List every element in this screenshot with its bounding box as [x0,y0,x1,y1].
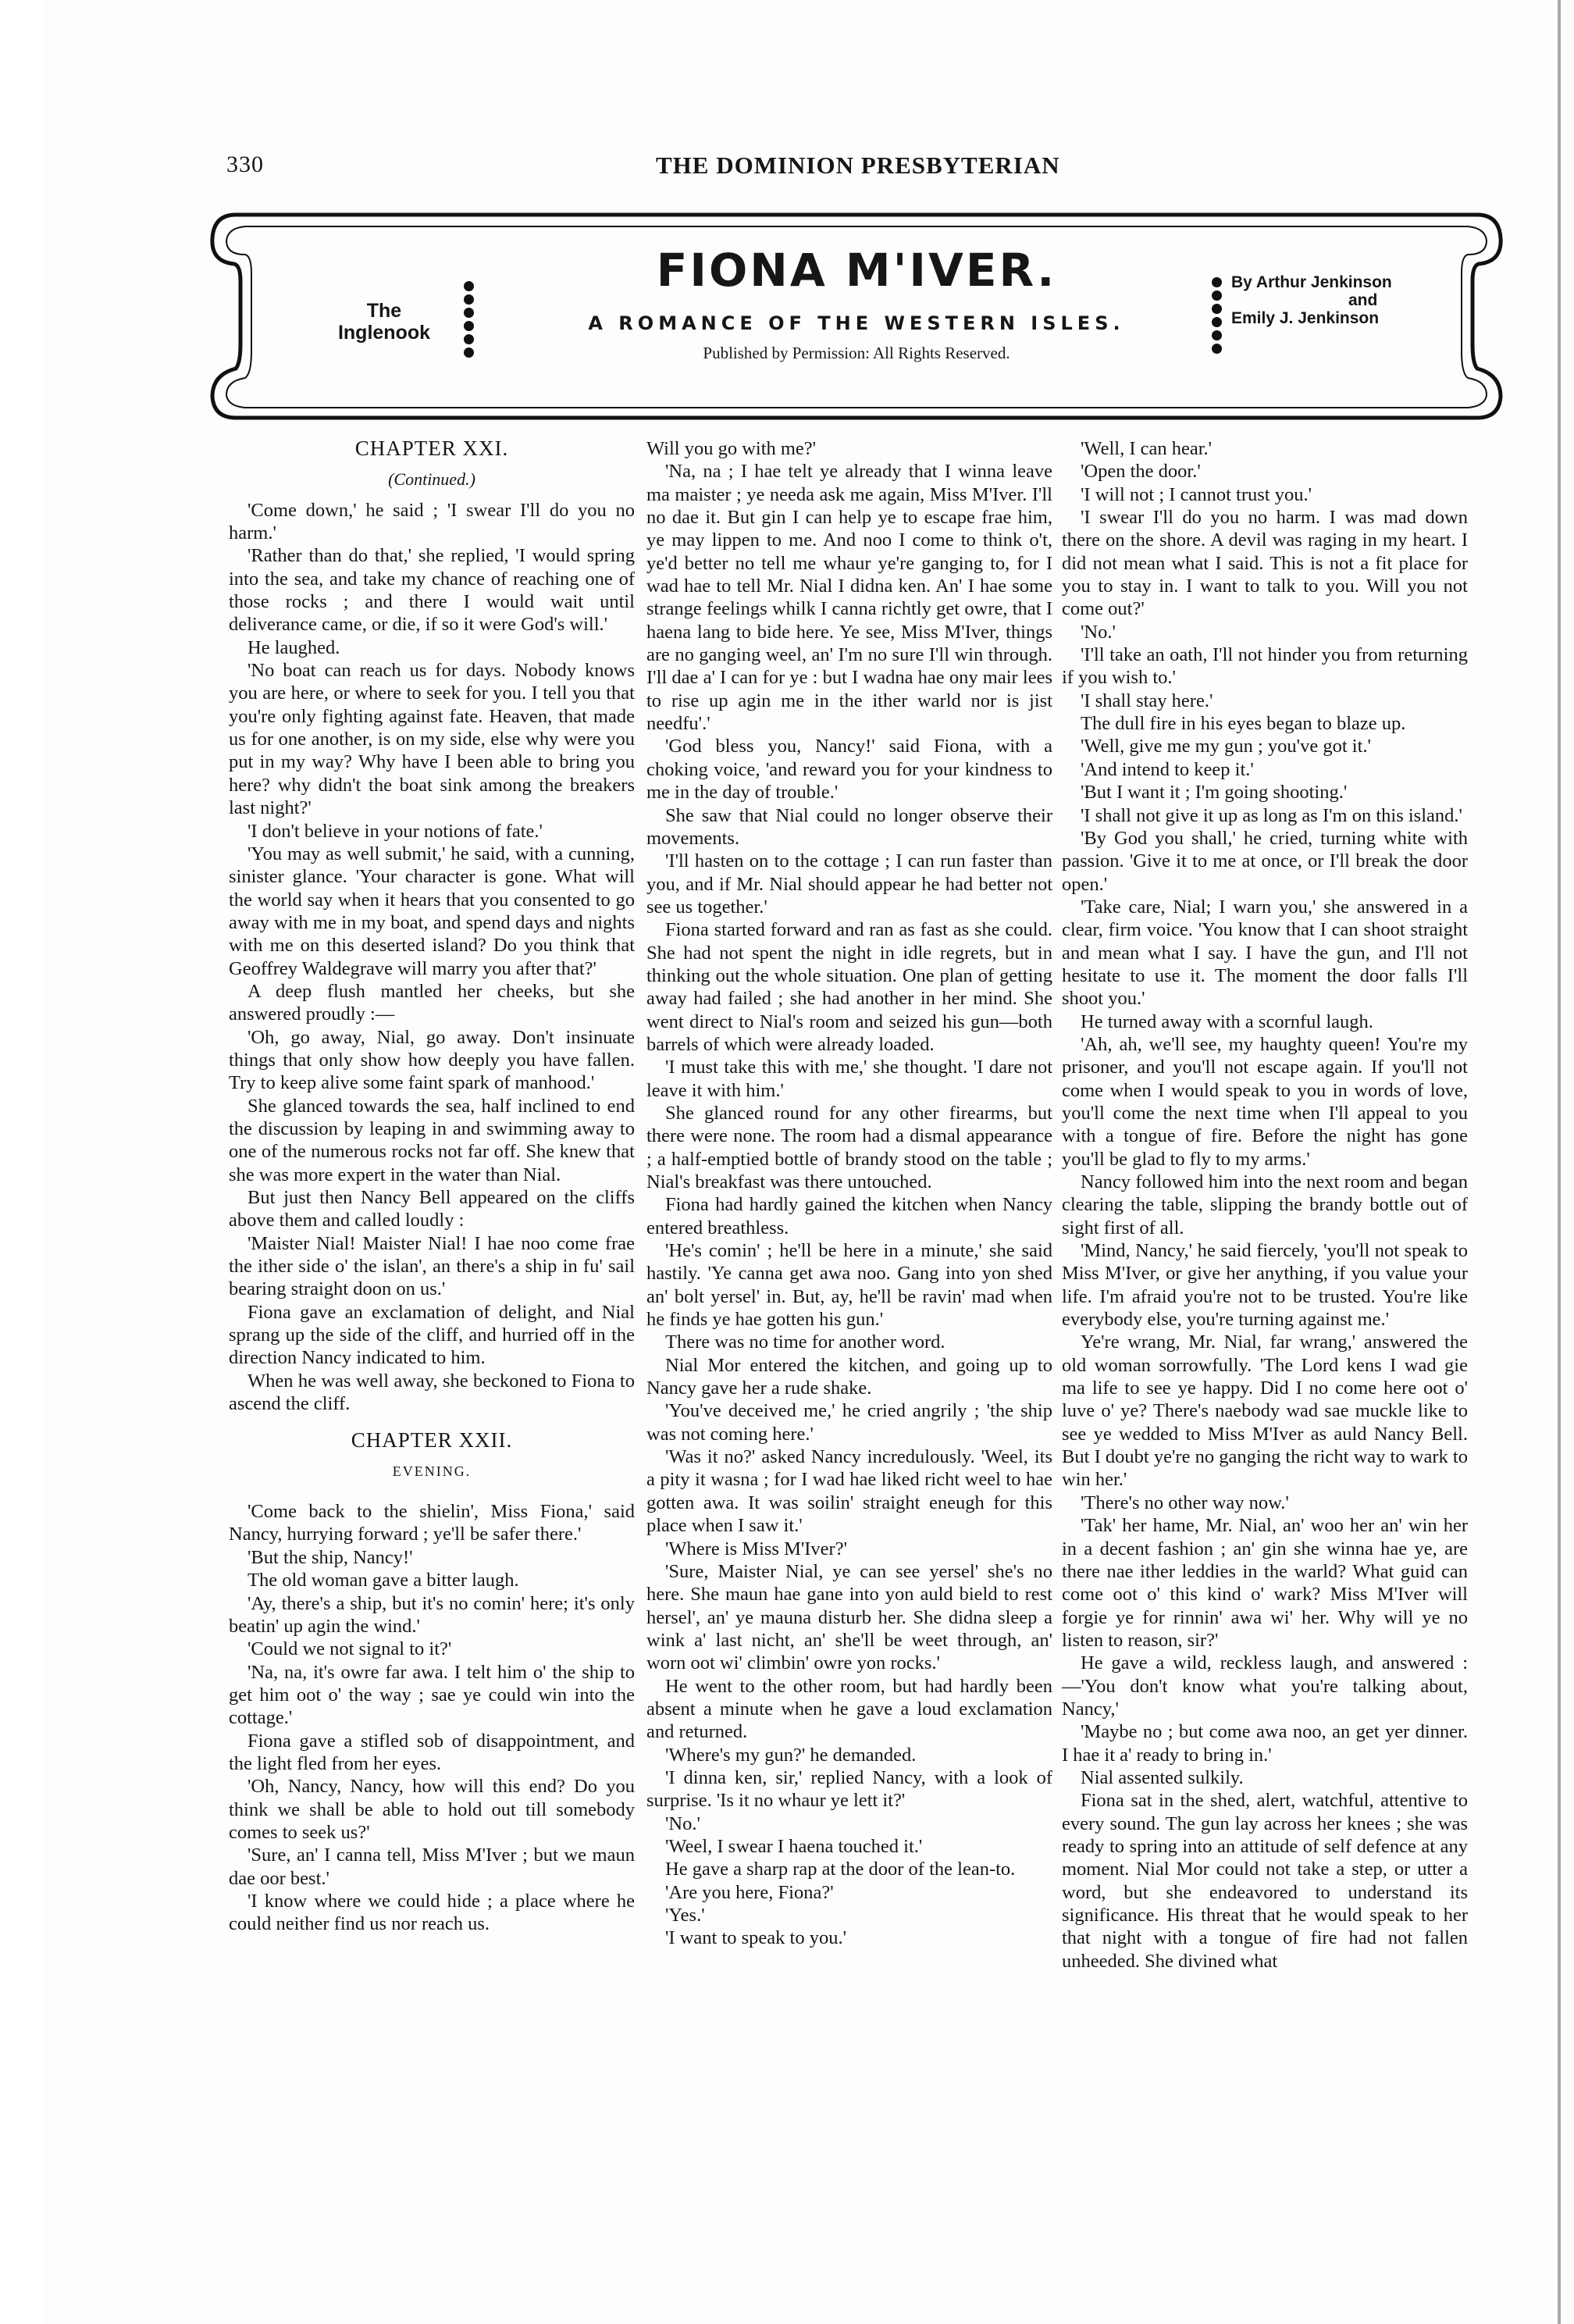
paragraph: 'No boat can reach us for days. Nobody knows you are here, or where to seek for you. I tell you that you're only fighting against fate. Heaven, that made us for one another, is on my side, else why were you put in my way? Why have I been able to bring you here? why didn't the boat sink among the breakers last night?' [229,660,635,819]
page-edge [1558,0,1561,2324]
paragraph: There was no time for another word. [665,1331,945,1353]
paragraph: 'Well, give me my gun ; you've got it.' [1081,736,1371,757]
paragraph: 'Where's my gun?' he demanded. [665,1744,917,1766]
paragraph: 'Was it no?' asked Nancy incredulously. 'Weel, its a pity it wasna ; for I wad hae liked richt weel to hae gotten awa. It was soilin' straight eneugh for this place when I saw it.' [646,1446,1052,1537]
paragraph: 'I dinna ken, sir,' replied Nancy, with a look of surprise. 'Is it no whaur ye lett it?' [646,1766,1052,1812]
paragraph: 'Where is Miss M'Iver?' [665,1538,848,1559]
paragraph: 'Sure, Maister Nial, ye can see yersel' she's no here. She maun hae gane into yon auld bield to rest hersel', an' ye mauna disturb her. She didna sleep a wink a' last nicht, an' she'll be weet through, an' worn oot wi' climbin' owre yon rocks.' [646,1560,1052,1674]
column-2 [646,437,1052,1950]
paragraph: 'Sure, an' I canna tell, Miss M'Iver ; but we maun dae oor best.' [229,1845,635,1889]
paragraph: 'I shall not give it up as long as I'm on this island.' [1081,804,1462,826]
paragraph: 'Come back to the shielin', Miss Fiona,' said Nancy, hurrying forward ; ye'll be safer there.' [229,1501,635,1545]
paragraph: 'Ay, there's a ship, but it's no comin' here; it's only beatin' up agin the wind.' [229,1592,635,1637]
paragraph: Fiona had hardly gained the kitchen when Nancy entered breathless. [646,1194,1052,1239]
paragraph: 'But the ship, Nancy!' [247,1546,413,1568]
paragraph: 'Rather than do that,' she replied, 'I would spring into the sea, and take my chance of reaching one of those rocks ; and there I would wait until deliverance came, or die, if so it were God's will.' [229,545,635,636]
column-1 [229,437,635,1936]
paragraph: 'Yes.' [665,1905,705,1926]
paragraph: Fiona gave an exclamation of delight, and Nial sprang up the side of the cliff, and hurried off in the direction Nancy indicated to him. [229,1301,635,1369]
paragraph: 'Ah, ah, we'll see, my haughty queen! You're my prisoner, and you'll not escape again. If you'll not come when I would speak to you in words of love, you'll come the next time when I'll appeal to you with a tongue of fire. Before the night has gone you'll be glad to fly to my arms.' [1062,1033,1468,1170]
paragraph: He went to the other room, but had hardly been absent a minute when he gave a loud exclamation and returned. [646,1675,1052,1743]
paragraph: 'Oh, go away, Nial, go away. Don't insinuate things that only show how deeply you have fallen. Try to keep alive some faint spark of manhood.' [229,1026,635,1094]
paragraph: 'God bless you, Nancy!' said Fiona, with a choking voice, 'and reward you for your kindness to me in the day of trouble.' [646,736,1052,804]
paragraph: Nial assented sulkily. [1081,1766,1244,1788]
paragraph: 'Weel, I swear I haena touched it.' [665,1835,923,1857]
paragraph: 'I must take this with me,' she thought. 'I dare not leave it with him.' [646,1057,1052,1101]
paragraph: 'Oh, Nancy, Nancy, how will this end? Do you think we shall be able to hold out till somebody comes to seek us?' [229,1776,635,1843]
page-number: 330 [226,151,264,177]
story-subtitle: A ROMANCE OF THE WESTERN ISLES. [588,312,1125,334]
section-label-line-2: Inglenook [337,322,431,344]
paragraph: Fiona started forward and ran as fast as she could. She had not spent the night in idle regrets, but in thinking out the whole situation. One plan of getting away had failed ; she had another in her mind. She went direct to Nial's room and seized his gun—both barrels of which were already loaded. [646,919,1052,1055]
paragraph: 'Take care, Nial; I warn you,' she answered in a clear, firm voice. 'You know that I can shoot straight and mean what I say. I have the gun, and I'll not hesitate to use it. The moment the door falls I'll shoot you.' [1062,896,1468,1010]
paragraph: He laughed. [247,636,340,658]
paragraph: 'I'll hasten on to the cottage ; I can run faster than you, and if Mr. Nial should appear he had better not see us together.' [646,850,1052,918]
paragraph: 'You've deceived me,' he cried angrily ; 'the ship was not coming here.' [646,1400,1052,1445]
paragraph: She glanced round for any other firearms, but there were none. The room had a dismal appearance ; a half-emptied bottle of brandy stood on the table ; Nial's breakfast was there untouched. [646,1102,1052,1192]
author-line-2: and [1348,291,1378,309]
paragraph: 'But I want it ; I'm going shooting.' [1081,782,1348,804]
paragraph: Fiona gave a stifled sob of disappointment, and the light fled from her eyes. [229,1730,635,1774]
paragraph: 'I don't believe in your notions of fate.' [247,820,543,842]
paragraph: 'Maybe no ; but come awa noo, an get yer dinner. I hae it a' ready to bring in.' [1062,1721,1468,1766]
paragraph: She saw that Nial could no longer observe their movements. [646,804,1052,849]
paragraph: Nial Mor entered the kitchen, and going up to Nancy gave her a rude shake. [646,1354,1052,1399]
paragraph: Fiona sat in the shed, alert, watchful, attentive to every sound. The gun lay across her knees ; she was ready to spring into an attitude of self defence at any moment. Nial Mor could not take a step, or utter a word, but she endeavored to understand its significance. His threat that he would speak to her that night with a tongue of fire had not fallen unheeded. She divined what [1062,1790,1468,1972]
section-label-line-1: The [366,300,402,322]
paragraph: 'Na, na, it's owre far awa. I telt him o' the ship to get him oot o' the way ; sae ye could win into the cottage.' [229,1661,635,1729]
paragraph: 'Open the door.' [1081,461,1201,483]
paragraph: The old woman gave a bitter laugh. [247,1570,519,1592]
paragraph: 'I'll take an oath, I'll not hinder you from returning if you wish to.' [1062,644,1468,689]
author-credit [1231,273,1489,327]
author-line-1: By Arthur Jenkinson [1231,273,1392,291]
author-line-3: Emily J. Jenkinson [1231,309,1380,327]
chapter-heading: CHAPTER XXI. [354,437,509,460]
paragraph: 'Mind, Nancy,' he said fiercely, 'you'll not speak to Miss M'Iver, or give her anything, if you value your life. I'm afraid you're not to be trusted. You're like everybody else, you're turning against me.' [1062,1240,1468,1331]
column-3 [1062,437,1468,1973]
paragraph: 'Are you here, Fiona?' [665,1881,834,1903]
paragraph: When he was well away, she beckoned to Fiona to ascend the cliff. [229,1370,635,1415]
paragraph: 'Tak' her hame, Mr. Nial, an' woo her an' win her in a decent fashion ; an' gin she winna hae ye, are there nae ither leddies in the warld? What guid can come oot o' this kind o' wark? Miss M'Iver will forgie ye for rinnin' awa wi' her. Why will ye no listen to reason, sir?' [1062,1515,1468,1651]
paragraph: 'Well, I can hear.' [1081,438,1213,459]
paragraph: 'No.' [1081,621,1116,643]
paragraph: 'I will not ; I cannot trust you.' [1081,483,1312,505]
paragraph: 'Na, na ; I hae telt ye already that I winna leave ma maister ; ye needa ask me again, Miss M'Iver. I'll no dae it. But gin I can help ye to escape frae him, ye may lippen to me. And noo I come to think o't, ye'd better no tell me whaur ye're ganging to, for I wad hae to tell Mr. Nial I didna ken. An' I hae some strange feelings whilk I canna richtly get owre, that I haena lang to bide here. Ye see, Miss M'Iver, things are no ganging weel, an' I'm no sure I'll win through. I'll dae a' I can for ye : but I wadna hae ony mair lees to rise up agin me in the ither warld nor is jist needfu'.' [646,461,1052,735]
running-title: THE DOMINION PRESBYTERIAN [656,151,1060,179]
paragraph: The dull fire in his eyes began to blaze up. [1081,713,1406,735]
paragraph: 'Come down,' he said ; 'I swear I'll do you no harm.' [229,499,635,544]
paragraph: 'He's comin' ; he'll be here in a minute,' she said hastily. 'Ye canna get awa noo. Gang into yon shed an' bolt yersel' in. But, ay, he'll be ravin' mad when he finds ye hae gotten his gun.' [646,1240,1052,1331]
continued-note: (Continued.) [388,469,475,490]
paragraph: He turned away with a scornful laugh. [1081,1011,1373,1032]
rights-notice: Published by Permission: All Rights Reserved. [703,344,1010,362]
chapter-subtitle: EVENING. [392,1463,472,1479]
paragraph: A deep flush mantled her cheeks, but she answered proudly :— [229,980,635,1025]
paragraph: He gave a wild, reckless laugh, and answered :—'You don't know what you're talking about, Nancy,' [1062,1652,1468,1720]
paragraph: Nancy followed him into the next room and began clearing the table, slipping the brandy bottle out of sight first of all. [1062,1171,1468,1239]
paragraph: 'I shall stay here.' [1081,690,1213,711]
paragraph: She glanced towards the sea, half inclined to end the discussion by leaping in and swimming away to one of the numerous rocks not far off. She knew that she was more expert in the water than Nial. [229,1095,635,1185]
ornament-dots-right [1212,277,1223,357]
paragraph: 'I know where we could hide ; a place where he could neither find us nor reach us. [229,1890,635,1935]
paragraph: 'Maister Nial! Maister Nial! I hae noo come frae the ither side o' the islan', an there's a ship in fu' sail bearing straight doon on us.' [229,1232,635,1300]
paragraph: 'I swear I'll do you no harm. I was mad down there on the shore. A devil was raging in my heart. I did not mean what I said. This is not a fit place for you to stay in. I want to talk to you. Will you not come out?' [1062,507,1468,620]
paragraph: Ye're wrang, Mr. Nial, far wrang,' answered the old woman sorrowfully. 'The Lord kens I wad gie ma life to see ye happy. Did I no come here oot o' luve o' ye? There's naebody wad sae muckle like to see ye wedded to Miss M'Iver as auld Nancy Bell. But I doubt ye're no ganging the richt way to wark to win her.' [1062,1331,1468,1491]
paragraph: 'By God you shall,' he cried, turning white with passion. 'Give it to me at once, or I'll break the door open.' [1062,827,1468,895]
paragraph: 'No.' [665,1813,700,1834]
chapter-heading: CHAPTER XXII. [351,1428,513,1452]
paragraph: But just then Nancy Bell appeared on the cliffs above them and called loudly : [229,1187,635,1232]
story-title: FIONA M'IVER. [656,244,1057,297]
paragraph: 'You may as well submit,' he said, with a cunning, sinister glance. 'Your character is gone. What will the world say when it hears that you consented to go away with me in my boat, and spend days and nights with me on this deserted island? Do you think that Geoffrey Waldegrave will marry you after that?' [229,843,635,979]
section-gap [229,1415,635,1429]
story-banner [205,195,1508,430]
paragraph: 'I want to speak to you.' [665,1927,847,1949]
paragraph: 'Could we not signal to it?' [247,1638,452,1660]
paragraph: He gave a sharp rap at the door of the lean-to. [665,1859,1016,1880]
paragraph: 'And intend to keep it.' [1081,758,1254,780]
paragraph: Will you go with me?' [646,438,817,459]
paragraph: 'There's no other way now.' [1081,1492,1289,1513]
